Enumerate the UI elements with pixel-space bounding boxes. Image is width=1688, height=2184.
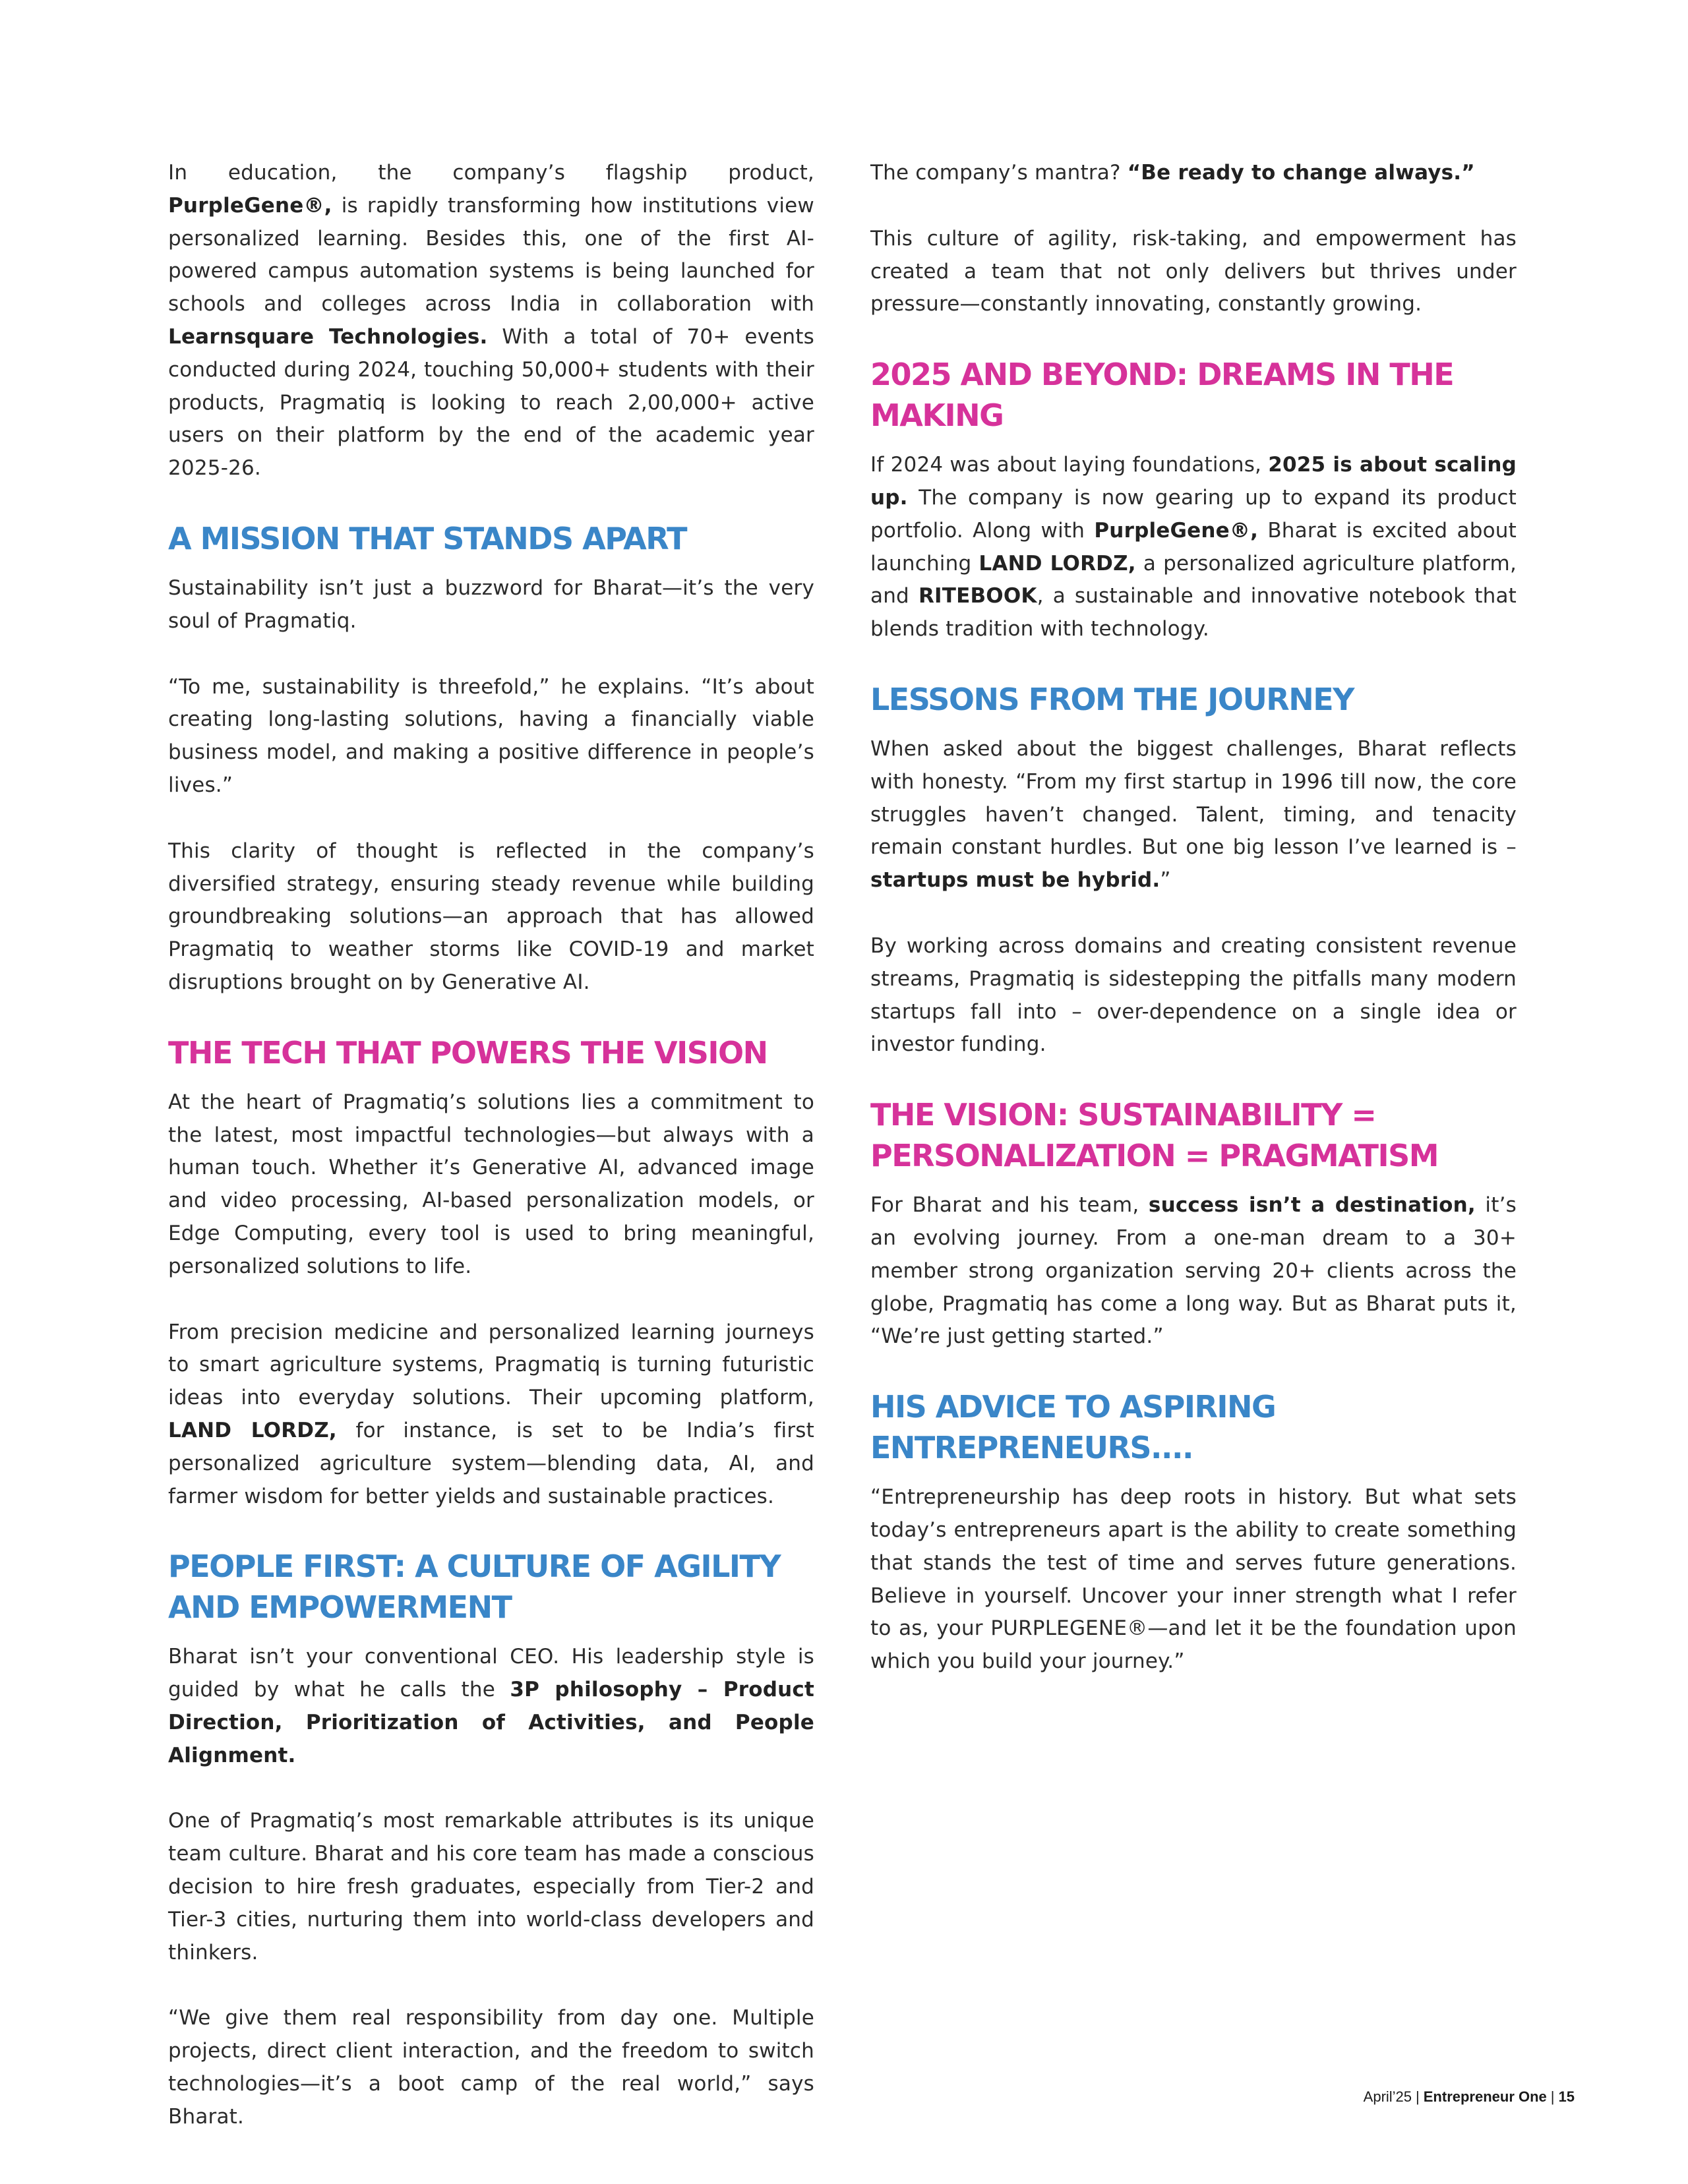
text: Bharat isn’t your conventional CEO. His leadership style is guided by what he calls the <box>168 1645 814 1702</box>
text: When asked about the biggest challenges, Bharat reflects with honesty. “From my first startup in 1996 till now, the core struggles haven’t changed. Talent, timing, and tenacity remain constant hurdles. But one big lesson I’ve learned is – <box>870 736 1517 860</box>
bold-text: LAND LORDZ, <box>979 551 1136 576</box>
bold-text: Learnsquare Technologies. <box>168 324 488 349</box>
text: ” <box>1160 868 1171 893</box>
bold-text: startups must be hybrid. <box>870 868 1160 893</box>
bold-text: success isn’t a destination, <box>1148 1193 1476 1218</box>
mission-paragraph-3: This clarity of thought is reflected in the company’s diversified strategy, ensuring steady revenue while building groundbreaking solutions—an approach that has allowed Pragmatiq to weather storms like COVID-19 and market disruptions brought on by Generative AI. <box>168 839 814 994</box>
bold-text: “Be ready to change always.” <box>1127 161 1475 185</box>
people-paragraph-1 <box>168 1641 814 1772</box>
text: In education, the company’s flagship product, <box>168 161 814 185</box>
bold-text: 3P philosophy – Product Direction, Prioritization of Activities, and People Alignment. <box>168 1678 814 1767</box>
lessons-heading: LESSONS FROM THE JOURNEY <box>870 681 1354 717</box>
text: If 2024 was about laying foundations, <box>870 453 1269 477</box>
text: for instance, is set to be India’s first personalized agriculture system—blending data, AI, and farmer wisdom for better yields and sustainable practices. <box>168 1418 814 1508</box>
right-column <box>870 157 1517 1711</box>
advice-heading: HIS ADVICE TO ASPIRING ENTREPRENEURS.... <box>870 1389 1276 1466</box>
advice-paragraph: “Entrepreneurship has deep roots in history. But what sets today’s entrepreneurs apart is the ability to create something that stands the test of time and serves future generations. Believe in yourself. Uncover your inner strength what I refer to as, your PURPLEGENE®—and let it be the foundation upon which you build your journey.” <box>870 1485 1517 1674</box>
bold-text: LAND LORDZ, <box>168 1418 337 1442</box>
tech-paragraph-1: At the heart of Pragmatiq’s solutions lies a commitment to the latest, most impactful technologies—but always with a human touch. Whether it’s Generative AI, advanced image and video processing, AI-based personalization models, or Edge Computing, every tool is used to bring meaningful, personalized solutions to life. <box>168 1090 814 1278</box>
page-footer <box>1364 2088 1575 2106</box>
vision-paragraph <box>870 1189 1517 1353</box>
text: a personalized agriculture platform, and <box>870 551 1517 608</box>
lessons-paragraph-2: By working across domains and creating consistent revenue streams, Pragmatiq is sidestepping the pitfalls many modern startups fall into – over-dependence on a single idea or investor funding. <box>870 933 1517 1057</box>
people-paragraph-3: “We give them real responsibility from day one. Multiple projects, direct client interaction, and the freedom to switch technologies—it’s a boot camp of the real world,” says Bharat. <box>168 2006 814 2129</box>
text: With a total of 70+ events conducted during 2024, touching 50,000+ students with their products, Pragmatiq is looking to reach 2,00,000+ active users on their platform by the end of the academic year 2025-26. <box>168 324 814 481</box>
footer-separator: | <box>1416 2088 1420 2105</box>
tech-paragraph-2 <box>168 1316 814 1514</box>
culture-paragraph: This culture of agility, risk-taking, and empowerment has created a team that not only delivers but thrives under pressure—constantly innovating, constantly growing. <box>870 226 1517 316</box>
bold-text: RITEBOOK <box>918 584 1037 608</box>
bold-text: PurpleGene®, <box>1094 518 1259 543</box>
text: is rapidly transforming how institutions view personalized learning. Besides this, one of the first AI-powered campus automation systems is being launched for schools and colleges across India in collaboration with <box>168 193 814 316</box>
beyond-paragraph <box>870 449 1517 646</box>
mission-heading: A MISSION THAT STANDS APART <box>168 520 687 556</box>
issue-date: April’25 <box>1363 2088 1412 2105</box>
tech-heading: THE TECH THAT POWERS THE VISION <box>168 1034 768 1071</box>
magazine-name: Entrepreneur One <box>1423 2088 1547 2105</box>
beyond-heading: 2025 AND BEYOND: DREAMS IN THE MAKING <box>870 357 1454 434</box>
bold-text: 2025 is about scaling up. <box>870 453 1517 510</box>
footer-separator: | <box>1550 2088 1555 2105</box>
people-heading: PEOPLE FIRST: A CULTURE OF AGILITY AND EMPOWERMENT <box>168 1549 781 1626</box>
mission-paragraph-1: Sustainability isn’t just a buzzword for Bharat—it’s the very soul of Pragmatiq. <box>168 576 814 633</box>
lessons-paragraph-1 <box>870 733 1517 897</box>
text: it’s an evolving journey. From a one-man dream to a 30+ member strong organization serving 20+ clients across the globe, Pragmatiq has come a long way. But as Bharat puts it, “We’re just getting started.” <box>870 1193 1517 1349</box>
text: For Bharat and his team, <box>870 1193 1149 1218</box>
mission-paragraph-2: “To me, sustainability is threefold,” he explains. “It’s about creating long-lasting solutions, having a financially viable business model, and making a positive difference in people’s lives.” <box>168 674 814 797</box>
page-number: 15 <box>1558 2088 1575 2105</box>
left-column <box>168 157 814 2167</box>
text: Bharat is excited about launching <box>870 518 1517 576</box>
vision-heading: THE VISION: SUSTAINABILITY = PERSONALIZATION = PRAGMATISM <box>870 1097 1439 1174</box>
bold-text: PurpleGene®, <box>168 193 332 218</box>
text: The company’s mantra? <box>870 161 1128 185</box>
text: , a sustainable and innovative notebook that blends tradition with technology. <box>870 584 1517 641</box>
text: The company is now gearing up to expand its product portfolio. Along with <box>870 485 1517 543</box>
intro-paragraph <box>168 157 814 485</box>
text: From precision medicine and personalized learning journeys to smart agriculture systems, Pragmatiq is turning futuristic ideas into everyday solutions. Their upcoming platform, <box>168 1320 814 1410</box>
mantra-paragraph <box>870 157 1517 190</box>
people-paragraph-2: One of Pragmatiq’s most remarkable attributes is its unique team culture. Bharat and his core team has made a conscious decision to hire fresh graduates, especially from Tier-2 and Tier-3 cities, nurturing them into world-class developers and thinkers. <box>168 1809 814 1964</box>
